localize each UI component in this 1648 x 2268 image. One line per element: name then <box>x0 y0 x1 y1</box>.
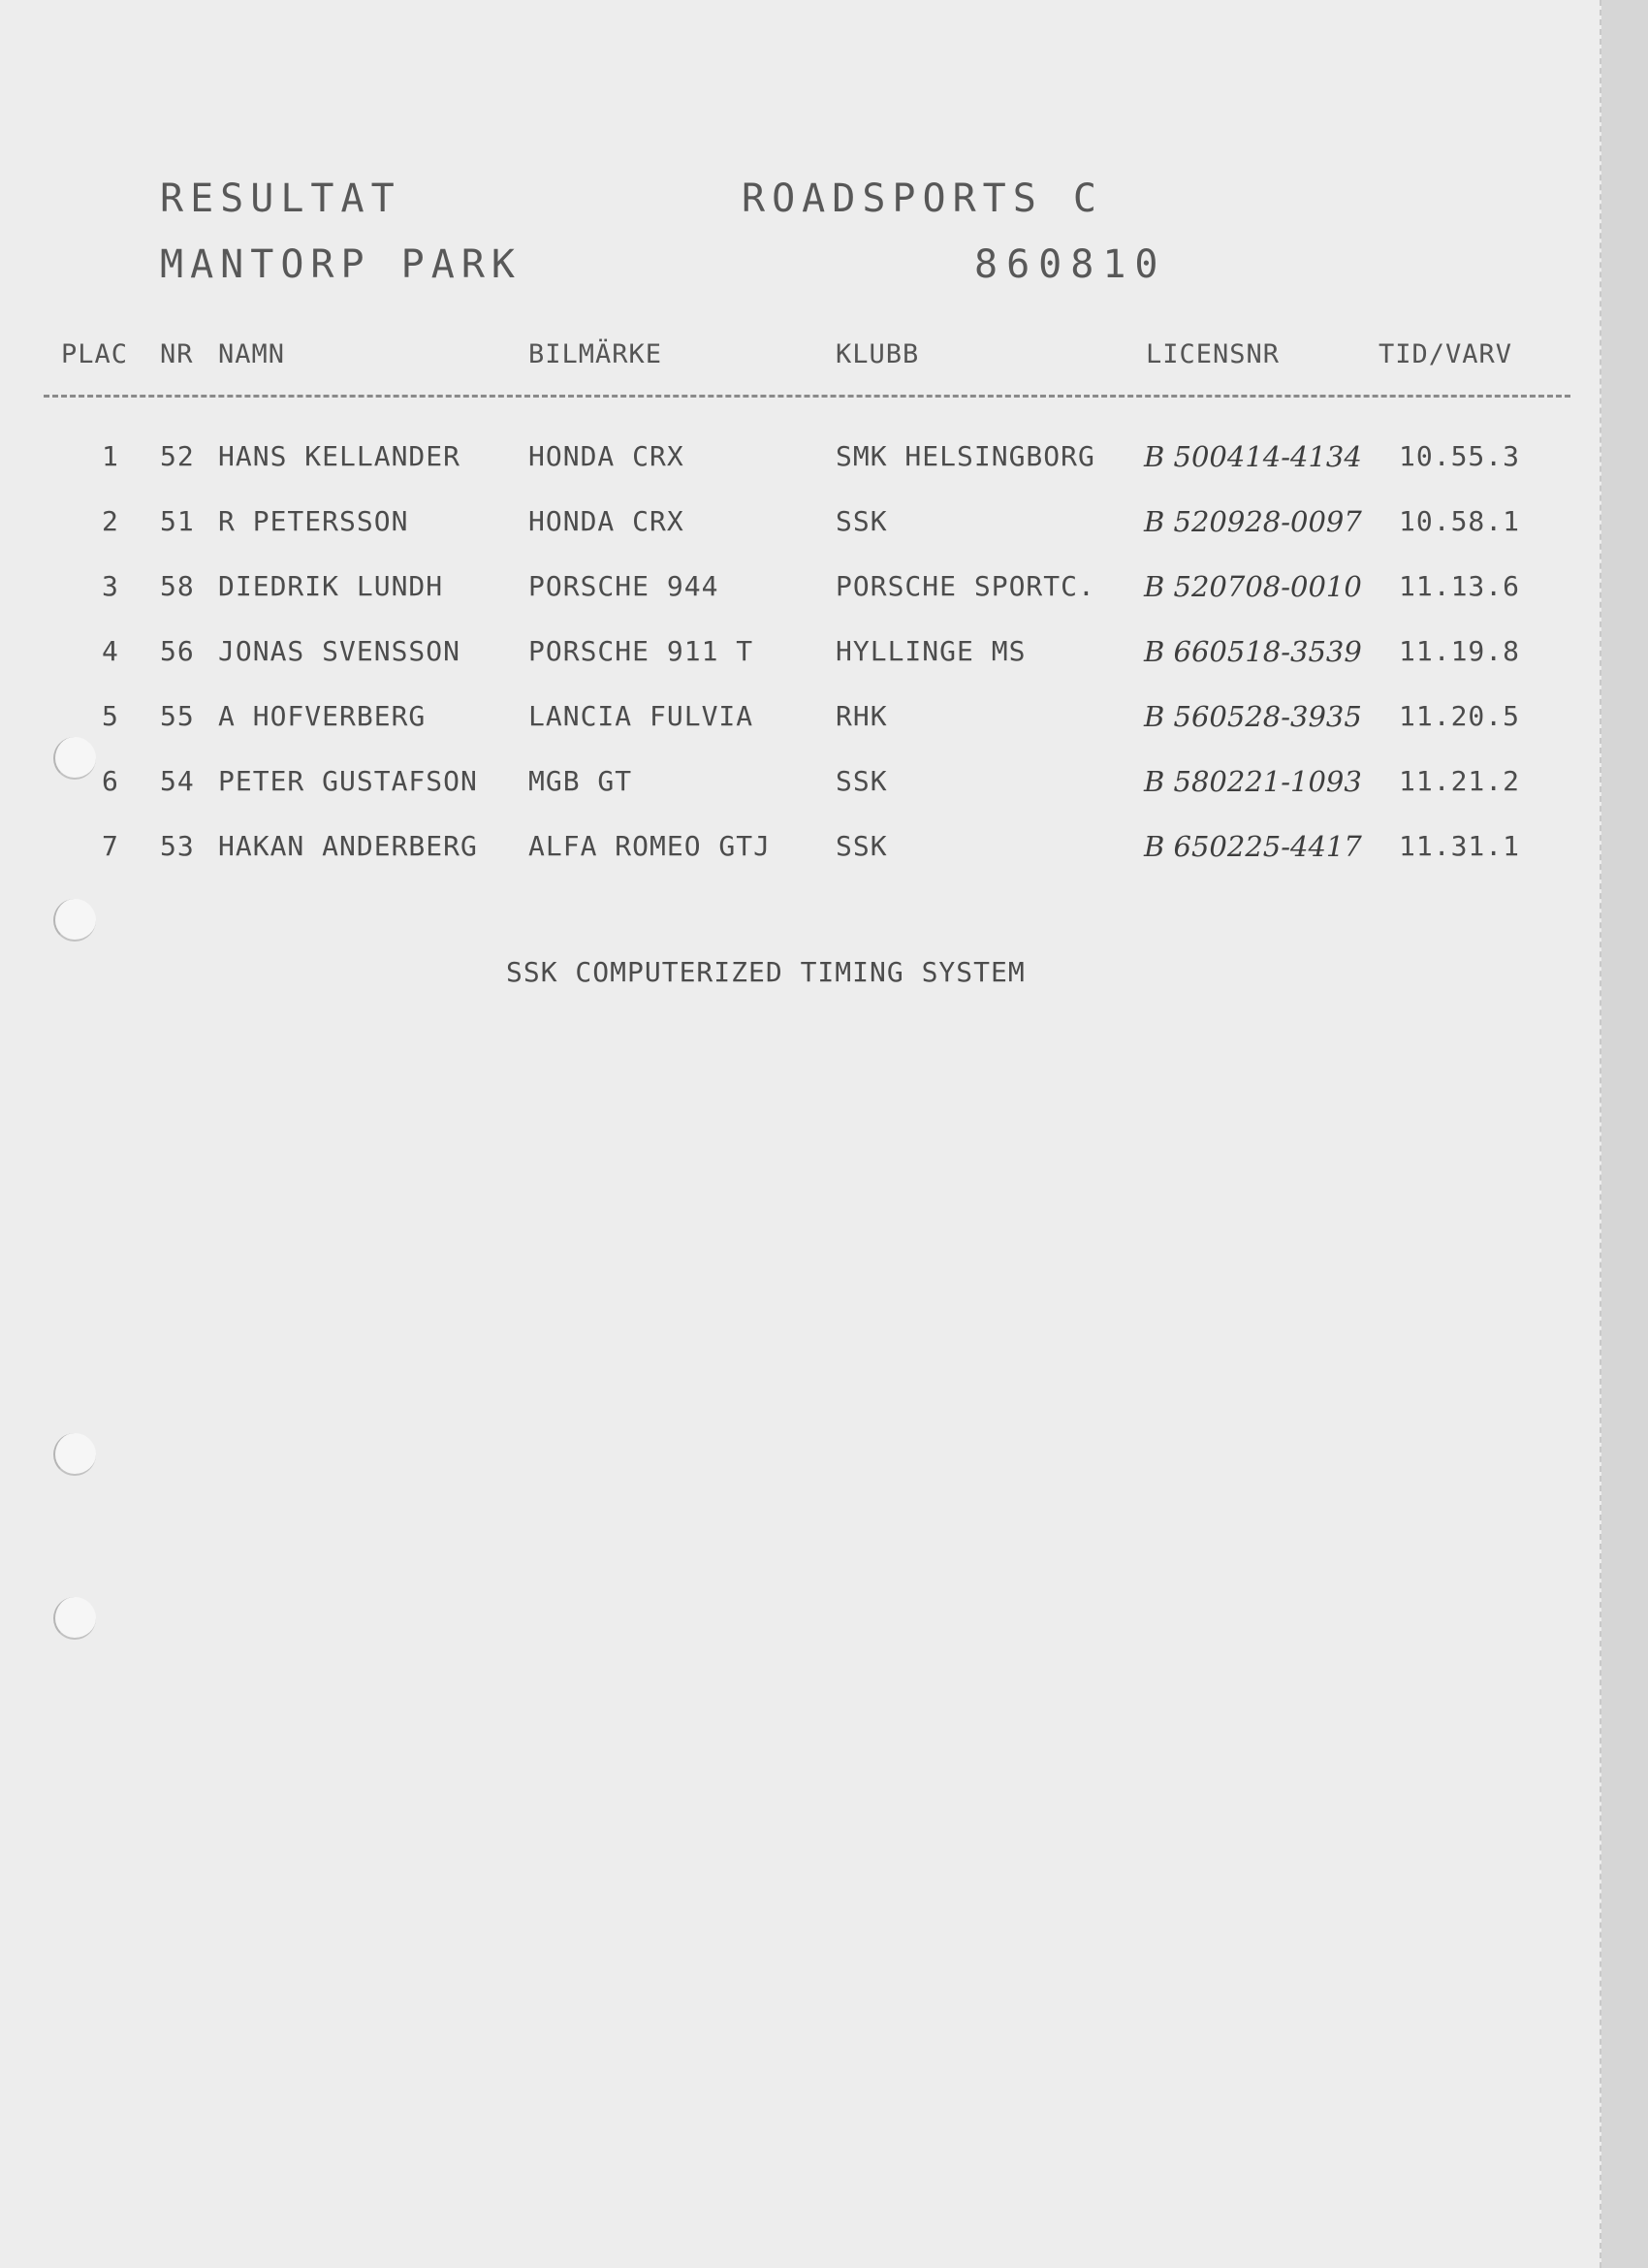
cell-licensnr: B 660518-3539 <box>1144 635 1362 668</box>
cell-plac: 3 <box>102 570 119 602</box>
title-class: ROADSPORTS C <box>742 176 1103 221</box>
cell-bilmarke: MGB GT <box>528 765 633 797</box>
binder-hole <box>53 899 96 942</box>
cell-tid: 11.13.6 <box>1399 570 1521 602</box>
cell-nr: 56 <box>160 635 195 667</box>
paper-edge <box>1601 0 1648 2268</box>
cell-licensnr: B 580221-1093 <box>1144 765 1362 798</box>
cell-tid: 10.55.3 <box>1399 440 1521 472</box>
cell-klubb: SSK <box>836 830 888 862</box>
cell-tid: 11.21.2 <box>1399 765 1521 797</box>
cell-nr: 54 <box>160 765 195 797</box>
cell-bilmarke: ALFA ROMEO GTJ <box>528 830 772 862</box>
cell-plac: 1 <box>102 440 119 472</box>
cell-bilmarke: LANCIA FULVIA <box>528 700 754 732</box>
cell-plac: 2 <box>102 505 119 537</box>
cell-klubb: SSK <box>836 505 888 537</box>
cell-licensnr: B 650225-4417 <box>1144 830 1362 863</box>
cell-licensnr: B 560528-3935 <box>1144 700 1362 733</box>
binder-hole <box>53 1597 96 1640</box>
footer-timing-system: SSK COMPUTERIZED TIMING SYSTEM <box>506 956 1026 988</box>
title-date: 860810 <box>974 242 1167 287</box>
cell-bilmarke: HONDA CRX <box>528 505 684 537</box>
header-bilmarke: BILMÄRKE <box>528 339 663 369</box>
cell-plac: 7 <box>102 830 119 862</box>
cell-licensnr: B 520708-0010 <box>1144 570 1362 603</box>
cell-nr: 53 <box>160 830 195 862</box>
cell-bilmarke: PORSCHE 911 T <box>528 635 754 667</box>
header-divider <box>44 395 1570 398</box>
header-nr: NR <box>160 339 194 369</box>
cell-namn: JONAS SVENSSON <box>218 635 461 667</box>
binder-hole <box>53 1433 96 1476</box>
cell-tid: 11.31.1 <box>1399 830 1521 862</box>
cell-tid: 10.58.1 <box>1399 505 1521 537</box>
cell-klubb: SMK HELSINGBORG <box>836 440 1095 472</box>
cell-namn: HAKAN ANDERBERG <box>218 830 478 862</box>
header-namn: NAMN <box>218 339 286 369</box>
cell-licensnr: B 520928-0097 <box>1144 505 1362 538</box>
cell-namn: HANS KELLANDER <box>218 440 461 472</box>
title-venue: MANTORP PARK <box>160 242 522 287</box>
cell-tid: 11.20.5 <box>1399 700 1521 732</box>
title-resultat: RESULTAT <box>160 176 401 221</box>
cell-klubb: RHK <box>836 700 888 732</box>
cell-nr: 51 <box>160 505 195 537</box>
cell-tid: 11.19.8 <box>1399 635 1521 667</box>
cell-klubb: PORSCHE SPORTC. <box>836 570 1095 602</box>
cell-namn: DIEDRIK LUNDH <box>218 570 444 602</box>
cell-plac: 4 <box>102 635 119 667</box>
cell-klubb: SSK <box>836 765 888 797</box>
cell-namn: R PETERSSON <box>218 505 409 537</box>
cell-namn: A HOFVERBERG <box>218 700 427 732</box>
cell-bilmarke: PORSCHE 944 <box>528 570 719 602</box>
cell-licensnr: B 500414-4134 <box>1144 440 1362 473</box>
cell-nr: 52 <box>160 440 195 472</box>
cell-klubb: HYLLINGE MS <box>836 635 1027 667</box>
binder-hole <box>53 737 96 780</box>
header-plac: PLAC <box>61 339 129 369</box>
cell-namn: PETER GUSTAFSON <box>218 765 478 797</box>
cell-nr: 58 <box>160 570 195 602</box>
header-licensnr: LICENSNR <box>1146 339 1281 369</box>
cell-plac: 6 <box>102 765 119 797</box>
cell-bilmarke: HONDA CRX <box>528 440 684 472</box>
header-tid-varv: TID/VARV <box>1379 339 1513 369</box>
cell-plac: 5 <box>102 700 119 732</box>
header-klubb: KLUBB <box>836 339 920 369</box>
cell-nr: 55 <box>160 700 195 732</box>
